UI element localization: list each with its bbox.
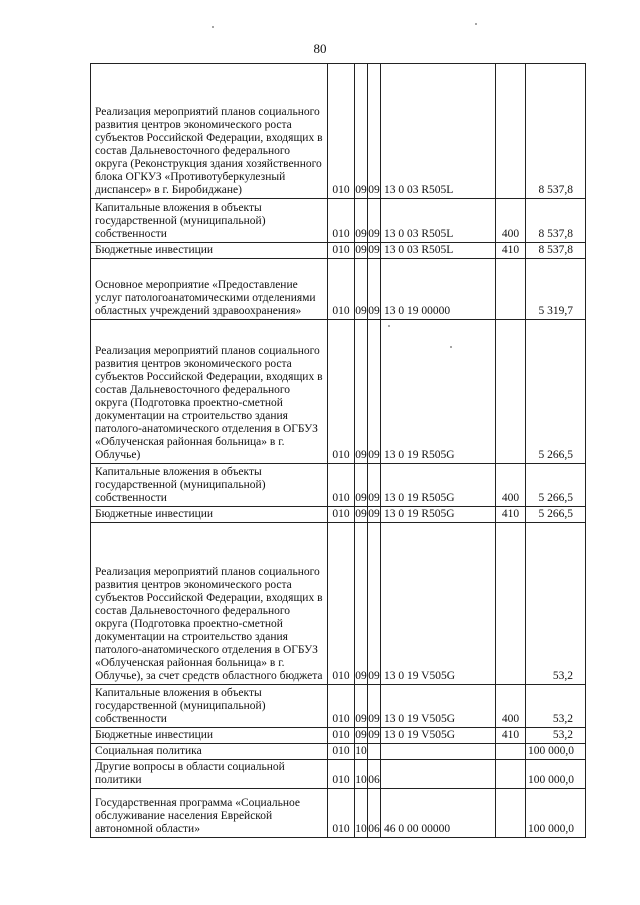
ministry-code: 010 (328, 744, 355, 760)
amount: 8 537,8 (526, 243, 586, 259)
target-article-code (381, 744, 496, 760)
expense-type-code: 400 (496, 464, 526, 507)
expense-type-code (496, 320, 526, 464)
target-article-code: 13 0 19 V505G (381, 728, 496, 744)
subsection-code: 09 (368, 259, 381, 320)
expense-type-code: 410 (496, 507, 526, 523)
amount: 5 266,5 (526, 464, 586, 507)
section-code: 09 (355, 320, 368, 464)
target-article-code: 13 0 19 R505G (381, 320, 496, 464)
table-row (91, 760, 586, 789)
amount: 5 319,7 (526, 259, 586, 320)
subsection-code: 09 (368, 685, 381, 728)
table-row (91, 728, 586, 744)
ministry-code: 010 (328, 199, 355, 243)
expense-type-code (496, 523, 526, 685)
section-code: 09 (355, 685, 368, 728)
ministry-code: 010 (328, 64, 355, 199)
row-name: Капитальные вложения в объекты государственной (муниципальной) собственности (91, 464, 328, 507)
expense-type-code (496, 760, 526, 789)
section-code: 09 (355, 507, 368, 523)
amount: 8 537,8 (526, 199, 586, 243)
section-code: 09 (355, 243, 368, 259)
section-code: 09 (355, 259, 368, 320)
subsection-code: 09 (368, 199, 381, 243)
row-name: Государственная программа «Социальное обслуживание населения Еврейской автономной области» (91, 789, 328, 838)
table-row (91, 64, 586, 199)
amount: 100 000,0 (526, 760, 586, 789)
section-code: 10 (355, 789, 368, 838)
section-code: 10 (355, 760, 368, 789)
table-body (91, 64, 586, 838)
subsection-code: 09 (368, 507, 381, 523)
table-row (91, 259, 586, 320)
expense-type-code (496, 259, 526, 320)
ministry-code: 010 (328, 728, 355, 744)
expense-type-code: 410 (496, 728, 526, 744)
target-article-code: 13 0 03 R505L (381, 243, 496, 259)
ministry-code: 010 (328, 760, 355, 789)
ministry-code: 010 (328, 685, 355, 728)
expense-type-code: 400 (496, 199, 526, 243)
amount: 100 000,0 (526, 744, 586, 760)
subsection-code: 06 (368, 789, 381, 838)
row-name: Социальная политика (91, 744, 328, 760)
subsection-code: 09 (368, 523, 381, 685)
target-article-code (381, 760, 496, 789)
row-name: Капитальные вложения в объекты государственной (муниципальной) собственности (91, 199, 328, 243)
target-article-code: 13 0 03 R505L (381, 64, 496, 199)
amount: 5 266,5 (526, 507, 586, 523)
amount: 53,2 (526, 728, 586, 744)
ministry-code: 010 (328, 320, 355, 464)
table-row (91, 464, 586, 507)
table-row (91, 320, 586, 464)
row-name: Бюджетные инвестиции (91, 507, 328, 523)
table-row (91, 199, 586, 243)
section-code: 09 (355, 728, 368, 744)
table-row (91, 523, 586, 685)
expense-type-code: 400 (496, 685, 526, 728)
amount: 53,2 (526, 523, 586, 685)
ministry-code: 010 (328, 789, 355, 838)
ministry-code: 010 (328, 243, 355, 259)
row-name: Реализация мероприятий планов социального развития центров экономического роста субъектов Российской Федерации, входящих в состав Дальневосточного федерального округа (Подготовка проектно-сметной документации на строительство здания патолого-анатомического отделения в ОГБУЗ «Облученская районная больница» в г. Облучье), за счет средств областного бюджета (91, 523, 328, 685)
row-name: Реализация мероприятий планов социального развития центров экономического роста субъектов Российской Федерации, входящих в состав Дальневосточного федерального округа (Реконструкция здания хозяйственного блока ОГКУЗ «Противотуберкулезный диспансер» в г. Биробиджане) (91, 64, 328, 199)
expense-type-code (496, 789, 526, 838)
subsection-code: 09 (368, 728, 381, 744)
ministry-code: 010 (328, 464, 355, 507)
row-name: Капитальные вложения в объекты государственной (муниципальной) собственности (91, 685, 328, 728)
ministry-code: 010 (328, 259, 355, 320)
row-name: Бюджетные инвестиции (91, 728, 328, 744)
section-code: 09 (355, 464, 368, 507)
target-article-code: 13 0 03 R505L (381, 199, 496, 243)
table-row (91, 685, 586, 728)
expense-type-code (496, 64, 526, 199)
amount: 53,2 (526, 685, 586, 728)
row-name: Реализация мероприятий планов социального развития центров экономического роста субъектов Российской Федерации, входящих в состав Дальневосточного федерального округа (Подготовка проектно-сметной документации на строительство здания патолого-анатомического отделения в ОГБУЗ «Облученская районная больница» в г. Облучье) (91, 320, 328, 464)
row-name: Основное мероприятие «Предоставление услуг патологоанатомическими отделениями областных учреждений здравоохранения» (91, 259, 328, 320)
expense-type-code (496, 744, 526, 760)
ministry-code: 010 (328, 523, 355, 685)
section-code: 09 (355, 523, 368, 685)
subsection-code: 06 (368, 760, 381, 789)
subsection-code: 09 (368, 243, 381, 259)
table-row (91, 507, 586, 523)
amount: 5 266,5 (526, 320, 586, 464)
table-row (91, 789, 586, 838)
page-number: 80 (313, 41, 327, 56)
ministry-code: 010 (328, 507, 355, 523)
budget-table (90, 63, 586, 838)
subsection-code: 09 (368, 64, 381, 199)
section-code: 09 (355, 64, 368, 199)
target-article-code: 13 0 19 R505G (381, 464, 496, 507)
target-article-code: 46 0 00 00000 (381, 789, 496, 838)
target-article-code: 13 0 19 R505G (381, 507, 496, 523)
table-row (91, 744, 586, 760)
section-code: 10 (355, 744, 368, 760)
target-article-code: 13 0 19 00000 (381, 259, 496, 320)
row-name: Бюджетные инвестиции (91, 243, 328, 259)
subsection-code: 09 (368, 464, 381, 507)
amount: 100 000,0 (526, 789, 586, 838)
target-article-code: 13 0 19 V505G (381, 523, 496, 685)
expense-type-code: 410 (496, 243, 526, 259)
amount: 8 537,8 (526, 64, 586, 199)
row-name: Другие вопросы в области социальной политики (91, 760, 328, 789)
section-code: 09 (355, 199, 368, 243)
table-row (91, 243, 586, 259)
subsection-code (368, 744, 381, 760)
subsection-code: 09 (368, 320, 381, 464)
target-article-code: 13 0 19 V505G (381, 685, 496, 728)
